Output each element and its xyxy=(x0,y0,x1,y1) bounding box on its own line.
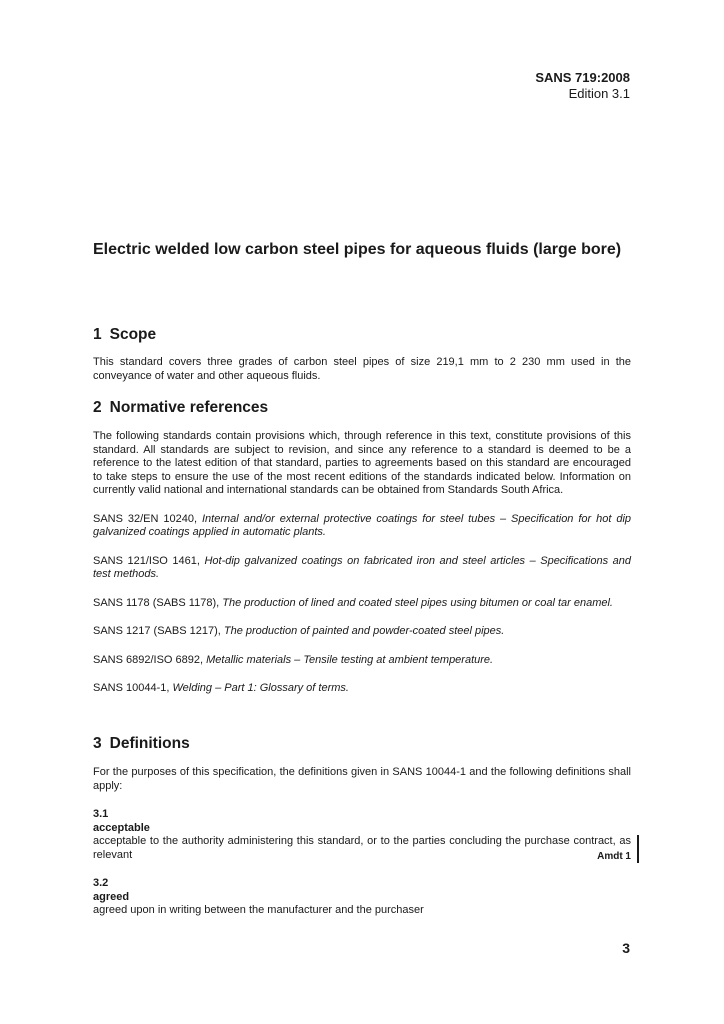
reference-item: SANS 6892/ISO 6892, Metallic materials – Tensile testing at ambient temperature. xyxy=(93,653,494,666)
amendment-marker: Amdt 1 xyxy=(597,851,631,862)
definitions-intro: For the purposes of this specification, the definitions given in SANS 10044-1 and the following definitions shall apply: xyxy=(93,766,631,792)
normative-intro: The following standards contain provisions which, through reference in this text, constitute provisions of this standard. All standards are subject to revision, and since any reference to a standard is deemed to be a reference to the latest edition of that standard, parties to agreements based on this standard are encouraged to take steps to ensure the use of the most recent editions of the standards indicated below. Information on currently valid national and international standards can be obtained from Standards South Africa. xyxy=(93,430,631,496)
definition-term: agreed xyxy=(93,890,130,903)
definition-number: 3.1 xyxy=(93,808,109,820)
definition-item xyxy=(93,808,631,862)
edition-label: Edition 3.1 xyxy=(568,86,630,101)
section-heading-normative: 2 Normative references xyxy=(93,399,269,416)
reference-item: SANS 1178 (SABS 1178), The production of lined and coated steel pipes using bitumen or coal tar enamel. xyxy=(93,596,613,609)
definition-number: 3.2 xyxy=(93,877,109,889)
definition-term: acceptable xyxy=(93,821,150,834)
section-scope xyxy=(93,326,631,383)
amendment-change-bar xyxy=(637,835,639,863)
reference-item: SANS 1217 (SABS 1217), The production of painted and powder-coated steel pipes. xyxy=(93,625,505,637)
document-header xyxy=(535,70,630,102)
section-heading-scope: 1 Scope xyxy=(93,326,157,343)
reference-item: SANS 10044-1, Welding – Part 1: Glossary of terms. xyxy=(93,682,349,694)
standard-number: SANS 719:2008 xyxy=(535,70,630,85)
section-heading-definitions: 3 Definitions xyxy=(93,735,190,752)
definition-text: acceptable to the authority administering this standard, or to the parties concluding the purchase contract, as relevant xyxy=(93,835,631,861)
definition-text: agreed upon in writing between the manufacturer and the purchaser xyxy=(93,904,424,916)
reference-item: SANS 32/EN 10240, Internal and/or external protective coatings for steel tubes – Specification for hot dip galvanized coatings applied in automatic plants. xyxy=(93,512,632,538)
document-title: Electric welded low carbon steel pipes for aqueous fluids (large bore) xyxy=(93,241,622,258)
section-definitions xyxy=(93,735,631,918)
reference-item: SANS 121/ISO 1461, Hot-dip galvanized coatings on fabricated iron and steel articles – Specifications and test methods. xyxy=(93,554,631,580)
scope-text: This standard covers three grades of carbon steel pipes of size 219,1 mm to 2 230 mm used in the conveyance of water and other aqueous fluids. xyxy=(93,356,631,382)
section-normative-references xyxy=(93,399,631,696)
page-number: 3 xyxy=(622,940,630,956)
definition-item xyxy=(93,877,631,918)
